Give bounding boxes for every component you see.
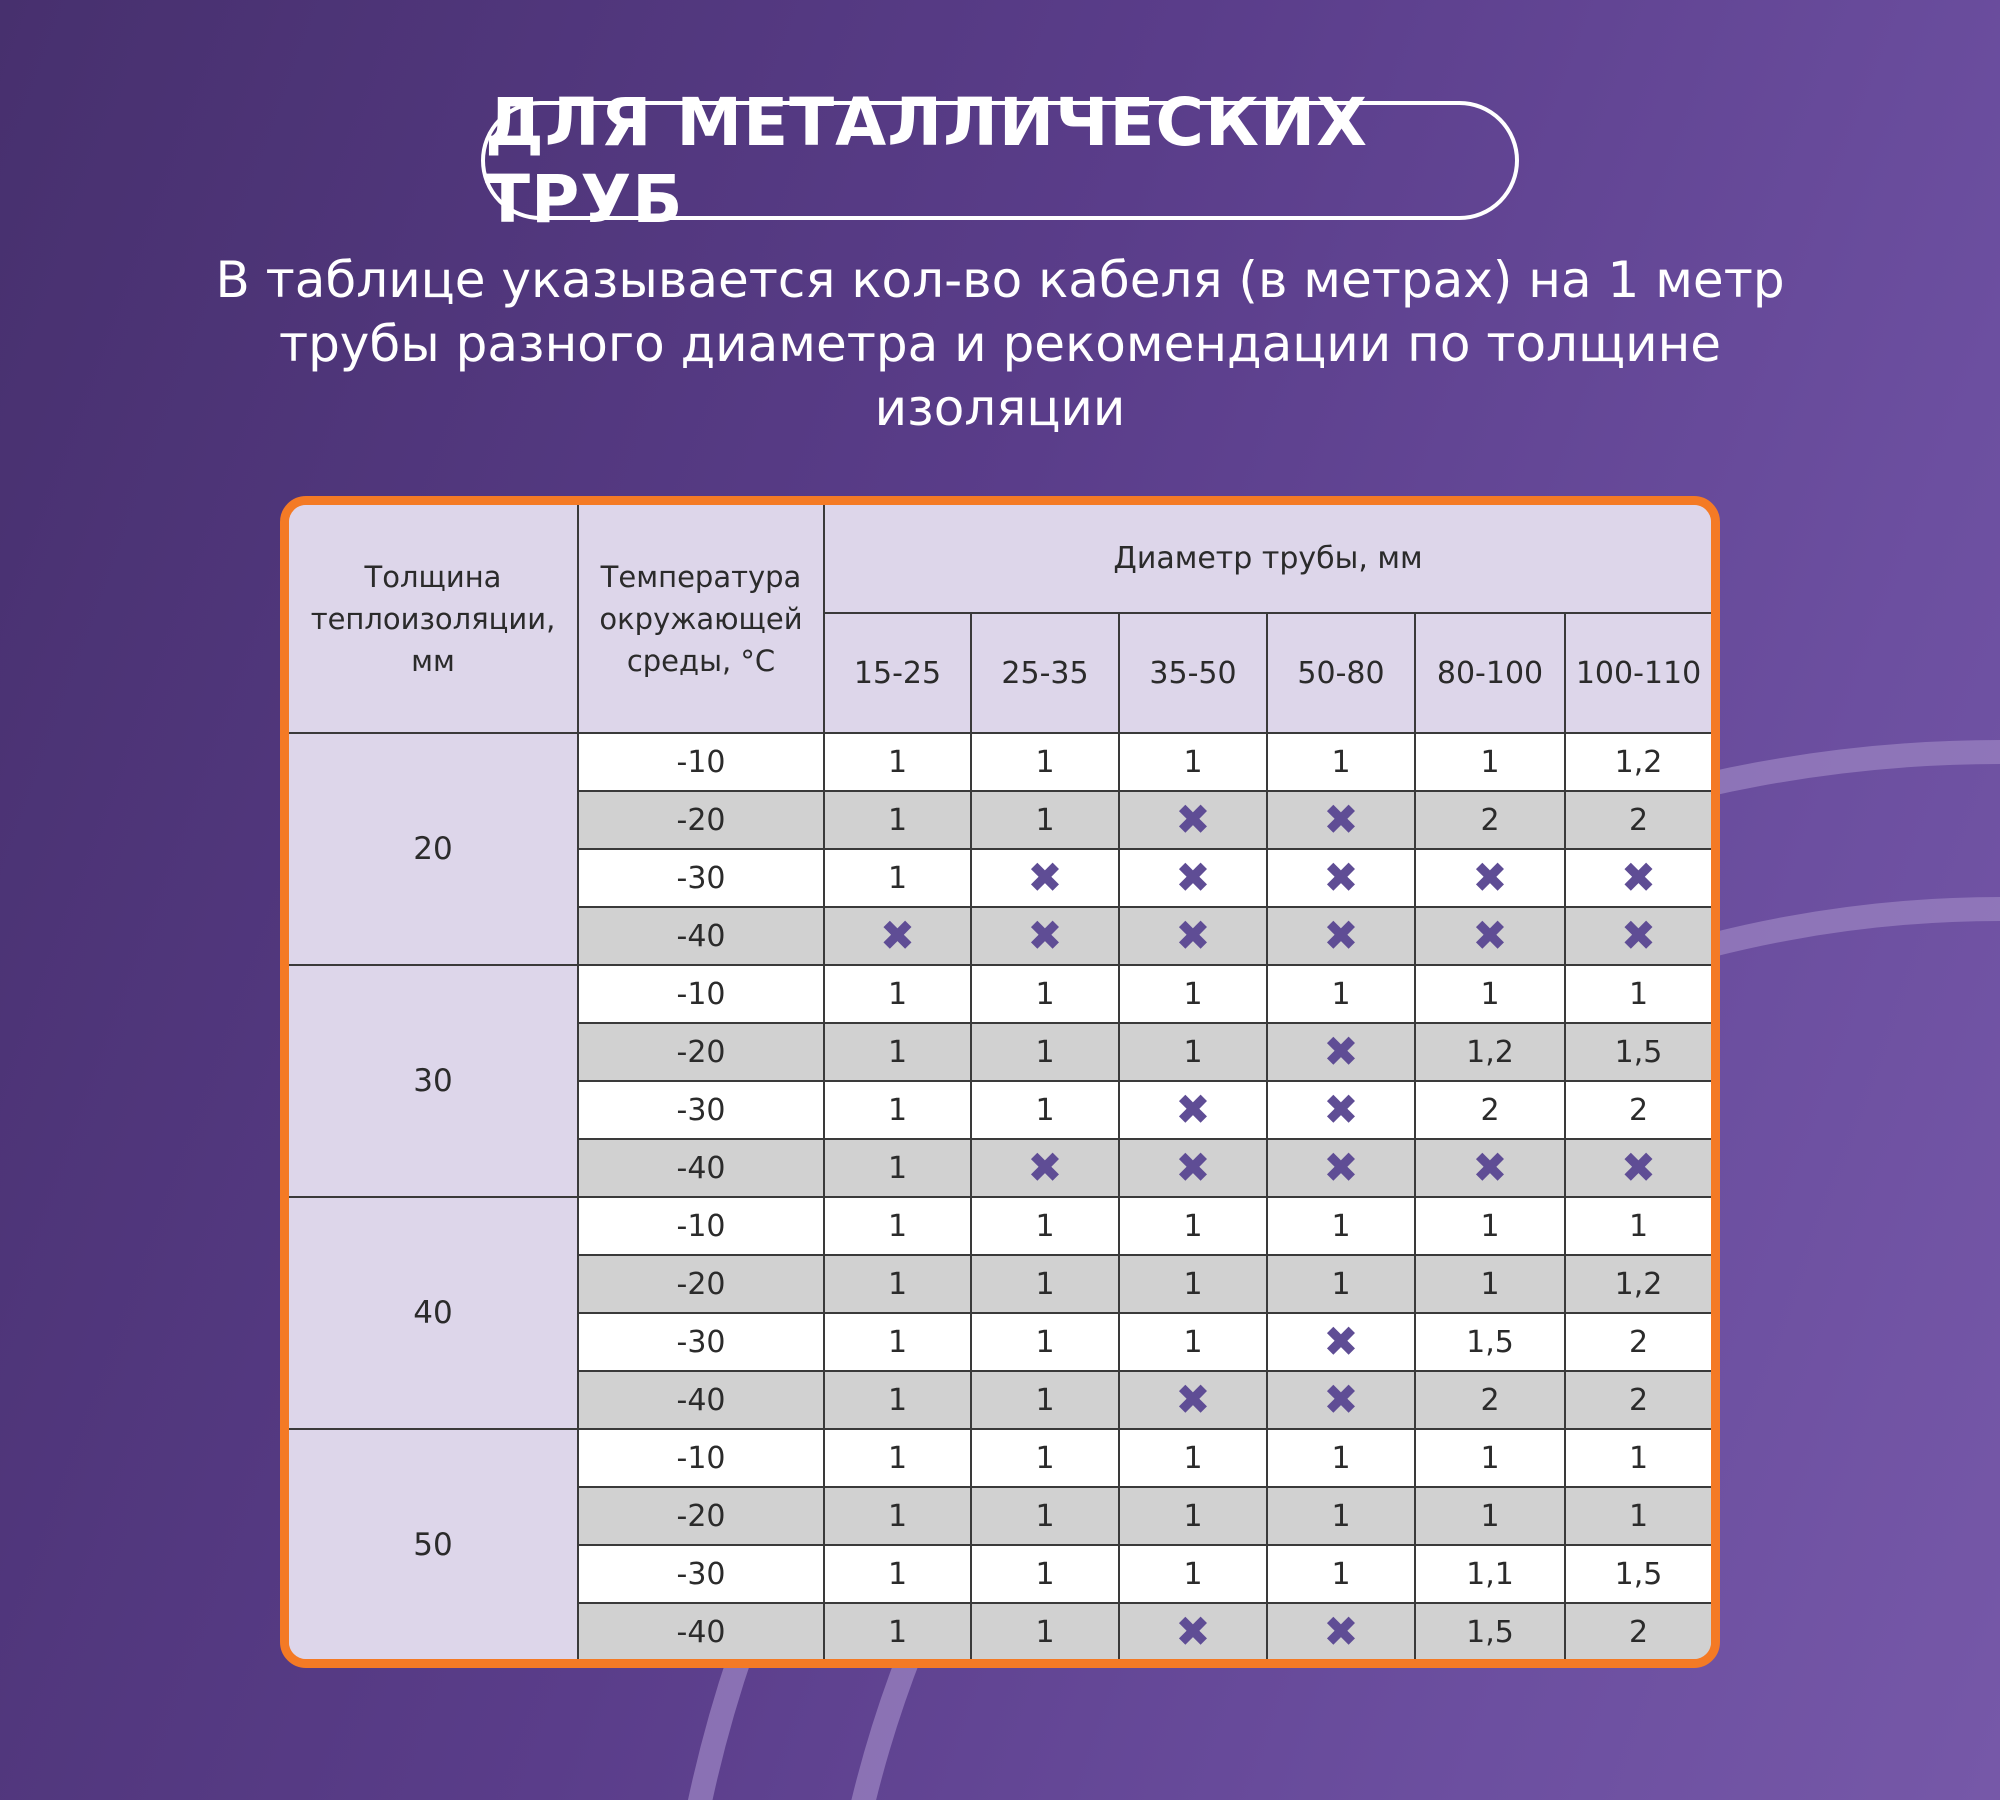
- temperature-cell: -20: [578, 791, 824, 849]
- temperature-cell: -40: [578, 1139, 824, 1197]
- subtitle-line-3: изоляции: [874, 379, 1126, 437]
- temperature-cell: -10: [578, 1429, 824, 1487]
- cross-icon: ✖: [1175, 852, 1211, 902]
- value-cell: 1: [1415, 1197, 1565, 1255]
- not-recommended-cell: [1119, 907, 1267, 965]
- value-cell: 1: [1119, 1255, 1267, 1313]
- table-row: [289, 1197, 1711, 1255]
- not-recommended-cell: [1267, 1313, 1415, 1371]
- value-cell: 2: [1415, 1371, 1565, 1429]
- cross-icon: ✖: [1027, 910, 1063, 960]
- value-cell: 1,5: [1565, 1545, 1711, 1603]
- not-recommended-cell: [1415, 849, 1565, 907]
- cable-table: [289, 505, 1711, 1662]
- value-cell: 1,2: [1565, 733, 1711, 791]
- value-cell: 1: [971, 1371, 1119, 1429]
- value-cell: 1,2: [1565, 1255, 1711, 1313]
- value-cell: 1,5: [1415, 1603, 1565, 1661]
- value-cell: 1: [971, 1429, 1119, 1487]
- header-thickness: Толщина теплоизоляции, мм: [289, 505, 578, 733]
- value-cell: 1: [971, 1603, 1119, 1661]
- not-recommended-cell: [1267, 1603, 1415, 1661]
- temperature-cell: -10: [578, 1197, 824, 1255]
- cross-icon: ✖: [1472, 1142, 1508, 1192]
- temperature-cell: -10: [578, 965, 824, 1023]
- cross-icon: ✖: [1175, 794, 1211, 844]
- value-cell: 1: [1119, 1313, 1267, 1371]
- not-recommended-cell: [1119, 1139, 1267, 1197]
- value-cell: 1: [971, 1197, 1119, 1255]
- value-cell: 2: [1415, 1081, 1565, 1139]
- not-recommended-cell: [971, 849, 1119, 907]
- thickness-cell: 20: [289, 733, 578, 965]
- value-cell: 1: [1267, 965, 1415, 1023]
- not-recommended-cell: [1267, 907, 1415, 965]
- value-cell: 1: [1119, 1545, 1267, 1603]
- thickness-cell: 40: [289, 1197, 578, 1429]
- value-cell: 1,5: [1415, 1313, 1565, 1371]
- not-recommended-cell: [971, 907, 1119, 965]
- value-cell: 1: [971, 965, 1119, 1023]
- value-cell: 1: [1267, 1545, 1415, 1603]
- table-row: [289, 733, 1711, 791]
- value-cell: 2: [1565, 1313, 1711, 1371]
- not-recommended-cell: [1119, 849, 1267, 907]
- not-recommended-cell: [1267, 1023, 1415, 1081]
- value-cell: 1: [1415, 1429, 1565, 1487]
- header-diameter-3: 50-80: [1267, 613, 1415, 733]
- cross-icon: ✖: [879, 910, 916, 960]
- value-cell: 1: [1267, 733, 1415, 791]
- temperature-cell: -20: [578, 1487, 824, 1545]
- header-diameter-5: 100-110: [1565, 613, 1711, 733]
- value-cell: 1: [1565, 1487, 1711, 1545]
- value-cell: 1: [1267, 1197, 1415, 1255]
- table-frame: [280, 496, 1720, 1668]
- value-cell: 1: [1415, 1487, 1565, 1545]
- header-diameter-2: 35-50: [1119, 613, 1267, 733]
- title-pill: [481, 83, 1519, 238]
- not-recommended-cell: [1565, 907, 1711, 965]
- value-cell: 1: [824, 1023, 971, 1081]
- temperature-cell: -20: [578, 1255, 824, 1313]
- value-cell: 2: [1565, 1371, 1711, 1429]
- value-cell: 1: [1267, 1429, 1415, 1487]
- value-cell: 1: [1565, 1197, 1711, 1255]
- temperature-cell: -30: [578, 1545, 824, 1603]
- header-diameter-1: 25-35: [971, 613, 1119, 733]
- value-cell: 1: [824, 791, 971, 849]
- value-cell: 1: [824, 1487, 971, 1545]
- not-recommended-cell: [1565, 849, 1711, 907]
- cross-icon: ✖: [1620, 1142, 1657, 1192]
- page-title: ДЛЯ МЕТАЛЛИЧЕСКИХ ТРУБ: [485, 83, 1369, 238]
- value-cell: 1: [1119, 1487, 1267, 1545]
- cross-icon: ✖: [1323, 852, 1359, 902]
- cross-icon: ✖: [1620, 852, 1657, 902]
- value-cell: 1: [824, 965, 971, 1023]
- temperature-cell: -40: [578, 907, 824, 965]
- value-cell: 1: [1267, 1487, 1415, 1545]
- cross-icon: ✖: [1323, 794, 1359, 844]
- value-cell: 1: [824, 1545, 971, 1603]
- value-cell: 1: [1415, 965, 1565, 1023]
- header-diameter: Диаметр трубы, мм: [824, 505, 1711, 613]
- not-recommended-cell: [1565, 1139, 1711, 1197]
- cross-icon: ✖: [1323, 1026, 1359, 1076]
- not-recommended-cell: [1267, 1081, 1415, 1139]
- not-recommended-cell: [1119, 1603, 1267, 1661]
- value-cell: 1: [824, 1081, 971, 1139]
- header-diameter-0: 15-25: [824, 613, 971, 733]
- value-cell: 2: [1565, 1081, 1711, 1139]
- temperature-cell: -40: [578, 1371, 824, 1429]
- not-recommended-cell: [1119, 1081, 1267, 1139]
- value-cell: 1: [1415, 1255, 1565, 1313]
- thickness-cell: 50: [289, 1429, 578, 1661]
- value-cell: 1: [824, 1313, 971, 1371]
- value-cell: 1: [824, 1255, 971, 1313]
- not-recommended-cell: [1415, 1139, 1565, 1197]
- cross-icon: ✖: [1175, 1607, 1211, 1656]
- value-cell: 1: [1119, 1429, 1267, 1487]
- cross-icon: ✖: [1620, 910, 1657, 960]
- cross-icon: ✖: [1175, 1084, 1211, 1134]
- value-cell: 1: [824, 1197, 971, 1255]
- value-cell: 1: [1119, 1023, 1267, 1081]
- value-cell: 1: [1119, 1197, 1267, 1255]
- value-cell: 1: [1565, 965, 1711, 1023]
- cross-icon: ✖: [1323, 1374, 1359, 1424]
- not-recommended-cell: [1119, 1371, 1267, 1429]
- value-cell: 1: [824, 1603, 971, 1661]
- not-recommended-cell: [1267, 791, 1415, 849]
- cross-icon: ✖: [1323, 1142, 1359, 1192]
- subtitle-line-1: В таблице указывается кол-во кабеля (в метрах) на 1 метр: [215, 251, 1785, 309]
- value-cell: 2: [1565, 1603, 1711, 1661]
- value-cell: 1: [971, 1313, 1119, 1371]
- value-cell: 1: [824, 1371, 971, 1429]
- cross-icon: ✖: [1323, 910, 1359, 960]
- not-recommended-cell: [824, 907, 971, 965]
- value-cell: 1: [1119, 733, 1267, 791]
- temperature-cell: -30: [578, 849, 824, 907]
- cross-icon: ✖: [1027, 1142, 1063, 1192]
- value-cell: 1,5: [1565, 1023, 1711, 1081]
- temperature-cell: -30: [578, 1313, 824, 1371]
- value-cell: 1: [824, 1139, 971, 1197]
- not-recommended-cell: [1119, 791, 1267, 849]
- not-recommended-cell: [971, 1139, 1119, 1197]
- cross-icon: ✖: [1175, 910, 1211, 960]
- value-cell: 1,2: [1415, 1023, 1565, 1081]
- value-cell: 1: [971, 1023, 1119, 1081]
- value-cell: 1: [824, 1429, 971, 1487]
- cross-icon: ✖: [1175, 1374, 1211, 1424]
- not-recommended-cell: [1267, 1139, 1415, 1197]
- temperature-cell: -30: [578, 1081, 824, 1139]
- cross-icon: ✖: [1323, 1084, 1359, 1134]
- value-cell: 1: [971, 1545, 1119, 1603]
- value-cell: 1: [971, 733, 1119, 791]
- value-cell: 1: [1119, 965, 1267, 1023]
- cross-icon: ✖: [1472, 852, 1508, 902]
- value-cell: 1: [1267, 1255, 1415, 1313]
- value-cell: 1: [1415, 733, 1565, 791]
- temperature-cell: -10: [578, 733, 824, 791]
- value-cell: 1: [971, 1081, 1119, 1139]
- temperature-cell: -40: [578, 1603, 824, 1661]
- value-cell: 2: [1565, 791, 1711, 849]
- value-cell: 1: [824, 849, 971, 907]
- value-cell: 1,1: [1415, 1545, 1565, 1603]
- not-recommended-cell: [1267, 1371, 1415, 1429]
- not-recommended-cell: [1415, 907, 1565, 965]
- not-recommended-cell: [1267, 849, 1415, 907]
- cross-icon: ✖: [1323, 1607, 1359, 1656]
- value-cell: 1: [971, 1255, 1119, 1313]
- cross-icon: ✖: [1472, 910, 1508, 960]
- table-row: [289, 1429, 1711, 1487]
- value-cell: 1: [1565, 1429, 1711, 1487]
- subtitle-line-2: трубы разного диаметра и рекомендации по толщине: [278, 315, 1722, 373]
- table-row: [289, 965, 1711, 1023]
- value-cell: 1: [824, 733, 971, 791]
- subtitle: [150, 248, 1850, 440]
- temperature-cell: -20: [578, 1023, 824, 1081]
- value-cell: 2: [1415, 791, 1565, 849]
- value-cell: 1: [971, 1487, 1119, 1545]
- thickness-cell: 30: [289, 965, 578, 1197]
- value-cell: 1: [971, 791, 1119, 849]
- header-diameter-4: 80-100: [1415, 613, 1565, 733]
- cross-icon: ✖: [1175, 1142, 1211, 1192]
- cross-icon: ✖: [1323, 1316, 1359, 1366]
- header-temperature: Температура окружающей среды, °С: [578, 505, 824, 733]
- cross-icon: ✖: [1027, 852, 1063, 902]
